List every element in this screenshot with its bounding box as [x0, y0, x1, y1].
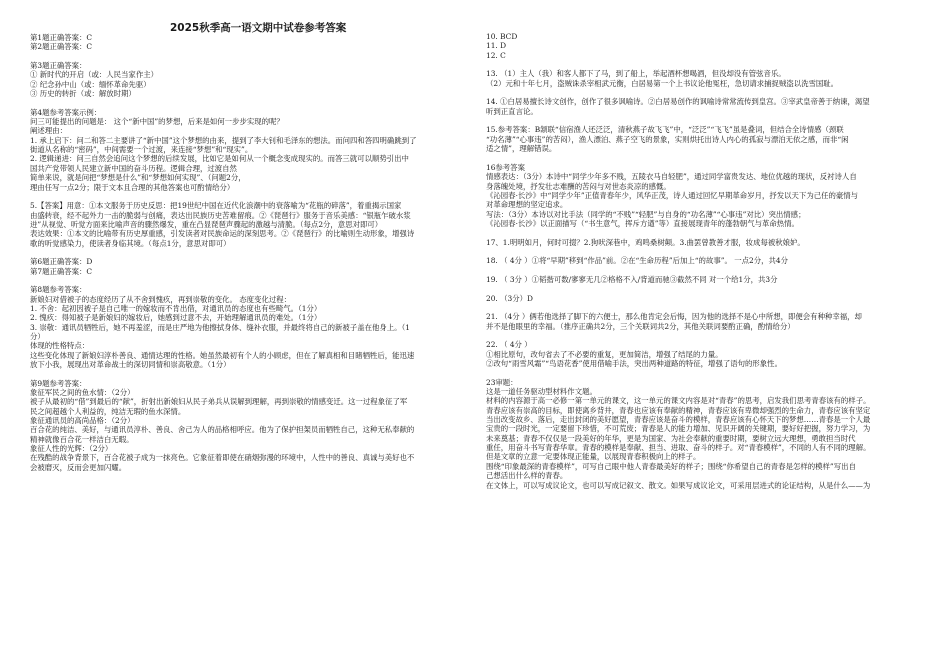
- text-line: 百合花的纯洁、美好，与通讯员淳朴、善良、舍己为人的品格相呼应。他为了保护担架员而牺牲自己，这种无私奉献的: [30, 425, 415, 435]
- text-line: 14. ①白居易擅长诗文创作，创作了很多讽喻诗。②白居易创作的讽喻诗常常流传到皇宫。③宰武皇帝善于纳谏，渴望: [486, 97, 870, 107]
- text-line: 宝贵的一段时光，一定要留下珍惜，不可荒废；青春是人的能力增加、见识开阔的关键期，要好好把握，努力学习，为: [486, 424, 871, 434]
- text-line: 阐述理由：: [30, 126, 67, 136]
- text-line: 己想活出什么样的青春。: [486, 471, 568, 481]
- text-line: 18. （ 4分 ）①将“早期”移到“作品”前。②在“生命历程”后加上“的故事”。 一点2分，共4分: [486, 256, 788, 266]
- text-line: 19. （ 3分 ）①韬揩可数/寥寥无几②格格不入/背道而驰③截然不同 对一个给1分，共3分: [486, 274, 778, 284]
- paragraph-gap: [30, 369, 478, 378]
- text-line: 在残酷的战争背景下，百合花被子成为一抹亮色。它象征着即使在硝烟弥漫的环境中，人性中的善良、真诚与美好也不: [30, 453, 415, 463]
- paragraph-gap: [486, 368, 926, 377]
- text-line: 新娘妇对借被子的态度经历了从不舍到愧疚，再到崇敬的变化。 态度变化过程：: [30, 294, 292, 304]
- text-line: 并不是他眼里的幸福。（推序正确共2分，三个关联词共2分，其他关联词要酌正确，酌情给分）: [486, 321, 795, 331]
- paragraph-gap: [486, 60, 926, 69]
- paragraph-gap: [30, 248, 478, 257]
- text-line: 22. （ 4分 ）: [486, 340, 532, 350]
- text-line: 情感表达：（3分）本诗中“同学少年多不贱，五陵衣马自轻肥”，通过同学富贵发达、地位优越的现状，反衬诗人自: [486, 172, 857, 182]
- text-line: ②改句“雨雪风霜”“鸟语花香”使用借喻手法，突出两种道路的特征，增强了语句的形象性。: [486, 359, 782, 369]
- text-line: 象征通讯员的高尚品格：（2分）: [30, 416, 135, 426]
- text-line: 国共产党带领人民建立新中国的奋斗历程。逻辑合理，过渡自然: [30, 163, 237, 173]
- text-line: （2）元和十年七月，盗贼诛杀宰相武元衡，白居易第一个上书议论他冤枉，急切请求捕捉贼盗以洗雪国耻。: [486, 78, 839, 88]
- text-line: 1. 不舍：起初因被子是自己唯一的嫁妆而不肯出借，对通讯员的态度也有些畸气。（1分）: [30, 303, 322, 313]
- text-line: 第2题正确答案：C: [30, 42, 93, 52]
- text-line: 表达效果：①本文的比喻带有历史厚重感，引发读者对民族命运的深刻思考。②《琵琶行》的比喻则生动形象，增强诗: [30, 229, 415, 239]
- text-line: 材料的内容源于高一必修一第一单元的课文，这一单元的课文内容是对“青春”的思考，启发我们思考青春该有的样子。: [486, 396, 871, 406]
- text-line: 这是一道任务驱动型材料作文题。: [486, 387, 597, 397]
- text-line: 5.【答案】用意：①本文服务于历史反思：把19世纪中国在近代化浪潮中的衰落喻为“花瓶的碎落”，着重揭示国家: [30, 201, 402, 211]
- paragraph-gap: [486, 303, 926, 312]
- text-line: 12. C: [486, 50, 506, 60]
- text-line: 第7题正确答案：C: [30, 266, 93, 276]
- text-line: “功名薄”“心事违”的苦闷），渔人漂泊、燕子空飞的景象，实则烘托出诗人内心的孤寂与漂泊无依之感，而非“闲: [486, 134, 849, 144]
- text-line: 在文体上，可以写成议论文，也可以写成记叙文、散文。如果写成议论文，可采用层进式的论证结构，从是什么——为: [486, 480, 871, 490]
- text-line: 分）: [30, 332, 45, 341]
- paragraph-gap: [30, 192, 478, 201]
- paragraph-gap: [30, 52, 478, 61]
- text-line: 第4题参考答案示例：: [30, 107, 102, 117]
- text-line: 迸”从视觉、听觉方面来比喻声音的骤然爆发，重在凸显琵琶声骤起的激越与清脆。（每点2分，意思对即可）: [30, 219, 383, 229]
- text-line: 2. 逻辑递进：问三自然会追问这个梦想的后续发展，比如它是如何从一个概念变成现实的。而答三就可以顺势引出中: [30, 154, 409, 164]
- text-line: 对革命理想的坚定追求。: [486, 200, 568, 210]
- text-line: 听到正直言论。: [486, 106, 538, 116]
- text-line: 由盛转衰，经不起外力一击的脆弱与创痛，表达出民族历史苦难留痕。②《琵琶行》服务于音乐美感：“银瓶乍破水浆: [30, 210, 411, 220]
- text-line: 23审题：: [486, 377, 518, 387]
- text-line: 会被磨灭，反而会更加闪耀。: [30, 462, 127, 472]
- left-column: [30, 33, 478, 472]
- text-line: 10. BCD: [486, 32, 518, 41]
- text-line: 16参考答案: [486, 162, 525, 172]
- text-line: 第8题参考答案：: [30, 285, 87, 295]
- text-line: 青春应该有崇高的目标，即使离乡背井，青春也应该有奉献的精神，青春应该有卑微却强烈的生命力，青春应该有坚定: [486, 405, 871, 415]
- text-line: 3. 崇敬：通讯员牺牲后，她不再羞涩，而是庄严地为他擦拭身体、缝补衣服，并最终将自己的新被子盖在他身上。（1: [30, 322, 410, 332]
- text-line: 13. （1）主人（我）和客人都下了马，到了船上，举起酒杯想喝酒，但没却没有管弦音乐。: [486, 69, 786, 79]
- text-line: ② 纪念孙中山（或：缅怀革命先驱）: [30, 79, 151, 89]
- text-line: 21. （4分 ）俩若他选择了脚下的六便士，那么他肯定会后悔，因为他的选择不是心中所想，即便会有种种幸福，却: [486, 312, 862, 322]
- text-line: 第1题正确答案：C: [30, 33, 93, 42]
- text-line: 象征军民之间的鱼水情：（2分）: [30, 388, 135, 398]
- text-line: 11. D: [486, 41, 507, 51]
- text-line: 15.参考答案：B颔联“信宿渔人还泛泛，清秋燕子故飞飞”中，“泛泛”“飞飞”虽是叠词，但结合全诗情感（颈联: [486, 125, 844, 135]
- text-line: 但是文章的立意一定要体现正能量，以展现青春积极向上的样子。: [486, 452, 701, 462]
- paragraph-gap: [30, 98, 478, 107]
- text-line: 身落魄处境，抒发壮志难酬的苦闷与对世态炎凉的感慨。: [486, 181, 671, 191]
- right-column: [486, 32, 926, 490]
- text-line: 《沁园春·长沙》以正面描写（“书生意气，挥斥方遒”等）直接展现青年的蓬勃朝气与革命热情。: [486, 218, 799, 228]
- paragraph-gap: [486, 88, 926, 97]
- text-line: 未来奠基；青春不仅仅是一段美好的年华，更是为国家、为社会奉献的重要时期，要树立远大理想，勇敢担当时代: [486, 433, 856, 443]
- text-line: ① 新时代的开启（或：人民当家作主）: [30, 70, 158, 80]
- paragraph-gap: [486, 284, 926, 293]
- text-line: 第9题参考答案：: [30, 378, 87, 388]
- text-line: 当出改变故乡、落后，走出封闭的美好愿望，青春应该是奋斗的模样，青春应该有心怀天下的梦想……青春是一个人最: [486, 415, 871, 425]
- text-line: 理由任写一点2分；限于文本且合理的其他答案也可酌情给分）: [30, 182, 235, 192]
- paragraph-gap: [486, 153, 926, 162]
- text-line: 被子从最初的“借”到最后的“献”，折射出新娘妇从民子弟兵从误解到理解，再到崇敬的情感变迁。这一过程象征了军: [30, 397, 408, 407]
- text-line: 精神就像百合花一样洁白无暇。: [30, 434, 134, 444]
- text-line: 民之间超越个人利益的，纯洁无瑕的鱼水深情。: [30, 406, 186, 416]
- text-line: 《沁园春·长沙》中“同学少年”正值青春年少，风华正茂，诗人通过回忆早期革命岁月，抒发以天下为己任的豪情与: [486, 190, 859, 200]
- text-line: 写法：（3分）本诗以对比手法（同学的“不贱”“轻肥”与自身的“功名薄”“心事违”对比）突出情感；: [486, 209, 806, 219]
- text-line: 20. （3分）D: [486, 293, 533, 303]
- paragraph-gap: [486, 247, 926, 256]
- text-line: 放下小我，展现出对革命战士的深切同情和崇高敬意。（1分）: [30, 360, 231, 370]
- paragraph-gap: [486, 228, 926, 237]
- text-line: 象征人性的光辉：（2分）: [30, 444, 113, 454]
- text-line: 简单来说，就是问把“梦想是什么”和“梦想如何实现”、（问题2分，: [30, 173, 246, 183]
- text-line: 这些变化体现了新娘妇淳朴善良、通情达理的性格。她虽然最初有个人的小顾虑，但在了解真相和目睹牺牲后，能迅速: [30, 350, 415, 360]
- text-line: ③ 历史的转折（或：解放时期）: [30, 89, 136, 99]
- paragraph-gap: [486, 266, 926, 275]
- text-line: 体现的性格特点：: [30, 341, 90, 351]
- text-line: 2. 愧疚：得知被子是新娘妇的嫁妆后，她感到过意不去，开始理解通讯员的难处。（1分）: [30, 313, 322, 323]
- text-line: 第3题正确答案：: [30, 61, 87, 71]
- text-line: ①相比原句，改句省去了不必要的重复，更加简洁，增强了结尾的力量。: [486, 349, 723, 359]
- text-line: 适之情”，理解错误。: [486, 144, 557, 154]
- text-line: 17、1.明明如月，何时可掇？2.狗吠深巷中，鸡鸣桑树颠。3.曲罢曾教善才服，妆成每被秋娘妒。: [486, 237, 805, 247]
- text-line: 街道从名称的“密码”，中间需要一个过渡，来连接“梦想”和“现实”。: [30, 145, 253, 155]
- paragraph-gap: [486, 116, 926, 125]
- text-line: 第6题正确答案：D: [30, 257, 93, 267]
- paragraph-gap: [486, 331, 926, 340]
- text-line: 歌的听觉感染力，使读者身临其境。（每点1分，意思对即可）: [30, 238, 231, 248]
- text-line: 问三可能提出的问题是： 这个“新中国”的梦想，后来是如何一步步实现的呢？: [30, 117, 284, 127]
- text-line: 围绕“印象最深的青春模样”，可写自己眼中他人青春最美好的样子；围绕“你希望自己的青春是怎样的模样”写出自: [486, 461, 856, 471]
- paragraph-gap: [30, 276, 478, 285]
- text-line: 1. 承上启下：问二和答二主要讲了“新中国”这个梦想的由来，提到了李大钊和毛泽东的想法。而问四和答四明确跳到了: [30, 135, 417, 145]
- document-title: 2025秋季高一语文期中试卷参考答案: [170, 22, 347, 34]
- text-line: 重任，用奋斗书写青春华章。青春的模样是奉献、担当、进取、奋斗的样子。对“青春模样”，不同的人有不同的理解。: [486, 443, 871, 453]
